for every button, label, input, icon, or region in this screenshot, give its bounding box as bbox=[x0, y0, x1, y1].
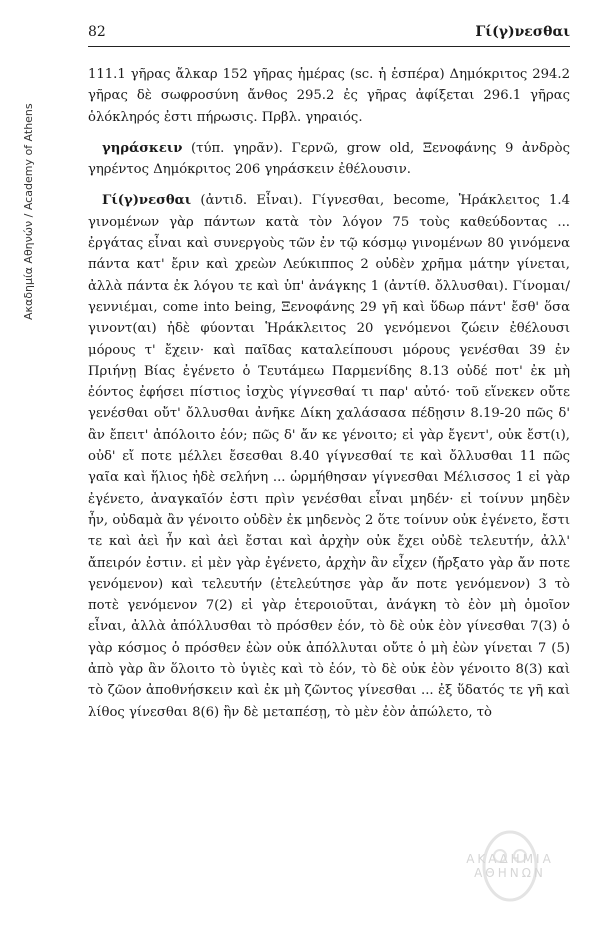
running-head: Γί(γ)νεσθαι bbox=[475, 24, 570, 40]
page-number: 82 bbox=[88, 24, 106, 40]
entry-text: (τύπ. γηρᾶν). Γερνῶ, grow old, Ξενοφάνης 9 ἀνδρὸς γηρέντος Δημόκριτος 206 γηράσκειν ἐθέλουσιν. bbox=[88, 140, 570, 178]
entry-lemma: γηράσκειν bbox=[102, 140, 183, 156]
side-stamp-text: Ακαδημία Αθηνών / Academy of Athens bbox=[22, 103, 35, 320]
entry-text: 111.1 γῆρας ἄλκαρ 152 γῆρας ἡμέρας (sc. ἡ ἑσπέρα) Δημόκριτος 294.2 γῆρας δὲ σωφροσύνη ἄνθος 295.2 ἐς γῆρας ἀφίξεται 296.1 γῆρας ὁλόκληρός ἐστι πήρωσις. Πρβλ. γηραιός. bbox=[88, 67, 570, 125]
dictionary-body bbox=[88, 64, 570, 733]
entry-lemma: Γί(γ)νεσθαι bbox=[102, 193, 192, 209]
entry-gyraskein bbox=[88, 138, 570, 181]
entry-text: (ἀντιδ. Εἶναι). Γίγνεσθαι, become, Ἡράκλειτος 1.4 γινομένων γὰρ πάντων κατὰ τὸν λόγον 75 τοὺς καθεύδοντας ... ἐργάτας εἶναι καὶ συνεργοὺς τῶν ἐν τῷ κόσμῳ γινομένων 80 γινόμενα πάντα κατ' ἔριν καὶ χρεὼν Λεύκιππος 2 οὐδὲν χρῆμα μάτην γίνεται, ἀλλὰ πάντα ἐκ λόγου τε καὶ ὑπ' ἀνάγκης 1 (ἀντίθ. ὄλλυσθαι). Γίνομαι/γεννιέμαι, come into being, Ξενοφάνης 29 γῆ καὶ ὕδωρ πάντ' ἔσθ' ὅσα γινοντ(αι) ἠδὲ φύονται Ἡράκλειτος 20 γενόμενοι ζώειν ἐθέλουσι μόρους τ' ἔχειν· καὶ παῖδας καταλείπουσι μόρους γενέσθαι 39 ἐν Πριήνῃ Βίας ἐγένετο ὁ Τευτάμεω Παρμενίδης 8.13 οὐδέ ποτ' ἐκ μὴ ἐόντος ἐφήσει πίστιος ἰσχὺς γίγνεσθαί τι παρ' αὐτό· τοῦ εἵνεκεν οὔτε γενέσθαι οὔτ' ὄλλυσθαι ἀνῆκε Δίκη χαλάσασα πέδῃσιν 8.19-20 πῶς δ' ἂν ἔπειτ' ἀπόλοιτο ἐόν; πῶς δ' ἄν κε γένοιτο; εἰ γὰρ ἔγεντ', οὐκ ἔστ(ι), οὐδ' εἴ ποτε μέλλει ἔσεσθαι 8.40 γίγνεσθαί τε καὶ ὄλλυσθαι 11 πῶς γαῖα καὶ ἥλιος ἠδὲ σελήνη ... ὡρμήθησαν γίγνεσθαι Μέλισσος 1 εἰ γὰρ ἐγένετο, ἀναγκαῖόν ἐστι πρὶν γενέσθαι εἶναι μηδέν· εἰ τοίνυν μηδὲν ἦν, οὐδαμὰ ἂν γένοιτο οὐδὲν ἐκ μηδενὸς 2 ὅτε τοίνυν οὐκ ἐγένετο, ἔστι τε καὶ ἀεὶ ἦν καὶ ἀεὶ ἔσται καὶ ἀρχὴν οὐκ ἔχει οὐδὲ τελευτήν, ἀλλ' ἄπειρόν ἐστιν. εἰ μὲν γὰρ ἐγένετο, ἀρχὴν ἂν εἶχεν (ἤρξατο γὰρ ἄν ποτε γενόμενον) καὶ τελευτήν (ἐτελεύτησε γὰρ ἄν ποτε γενόμενον) 3 τὸ ποτὲ γενόμενον 7(2) εἰ γὰρ ἑτεροιοῦται, ἀνάγκη τὸ ἐὸν μὴ ὁμοῖον εἶναι, ἀλλὰ ἀπόλλυσθαι τὸ πρόσθεν ἐόν, τὸ δὲ οὐκ ἐὸν γίνεσθαι 7(3) ὁ γὰρ κόσμος ὁ πρόσθεν ἐὼν οὐκ ἀπόλλυται οὔτε ὁ μὴ ἐὼν γίνεται 7 (5) ἀπὸ γὰρ ἂν ὅλοιτο τὸ ὑγιὲς καὶ τὸ ἐόν, τὸ δὲ οὐκ ἐὸν γένοιτο 8(3) καὶ τὸ ζῶον ἀποθνήσκειν καὶ ἐκ μὴ ζῶντος γίνεσθαι ... ἐξ ὕδατός τε γῆ καὶ λίθος γίνεσθαι 8(6) ἢν δὲ μεταπέσῃ, τὸ μὲν ἐὸν ἀπώλετο, τὸ bbox=[88, 193, 570, 720]
watermark bbox=[430, 826, 590, 916]
watermark-text: ΑΚΑΔΗΜΙΑ ΑΘΗΝΩΝ bbox=[466, 852, 554, 880]
side-stamp bbox=[20, 60, 40, 320]
entry-continuation bbox=[88, 64, 570, 128]
page-header bbox=[88, 22, 570, 47]
entry-gignesthai bbox=[88, 190, 570, 722]
